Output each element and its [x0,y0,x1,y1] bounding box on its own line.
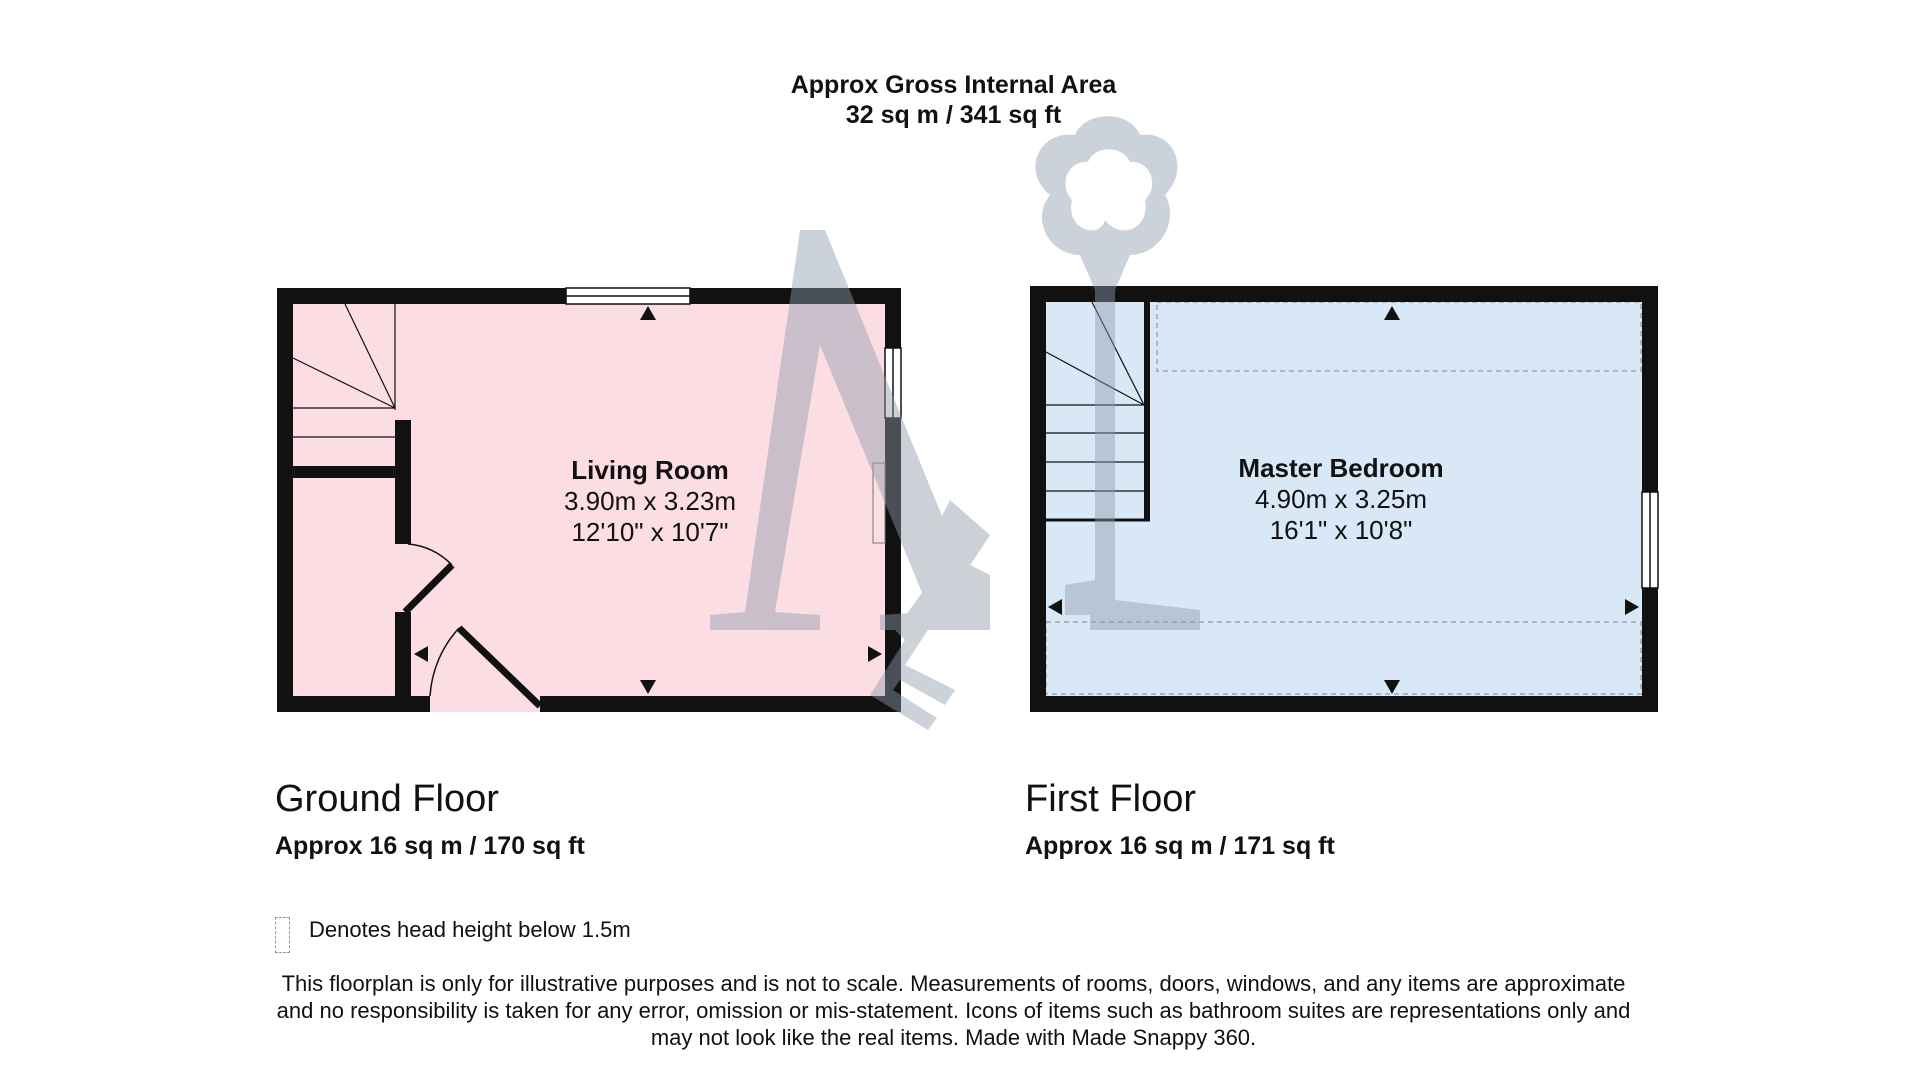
ground-floor-title: Ground Floor [275,778,499,820]
room-name: Living Room [571,455,729,485]
interior-wall-lower [395,612,411,712]
wall-left [277,288,293,712]
wall-bottom-right [540,696,901,712]
disclaimer-line: This floorplan is only for illustrative purposes and is not to scale. Measurements of rooms, doors, windows, and any items are approximate [281,971,1626,996]
wall-left [1030,286,1046,712]
disclaimer-line: and no responsibility is taken for any error, omission or mis-statement. Icons of items such as bathroom suites are representations only and [276,998,1631,1023]
disclaimer-line: may not look like the real items. Made with Made Snappy 360. [650,1025,1257,1050]
room-imperial: 12'10" x 10'7" [571,517,729,547]
room-imperial: 16'1" x 10'8" [1269,515,1413,545]
gross-area-value: 32 sq m / 341 sq ft [845,101,1062,129]
interior-wall-landing [293,466,405,478]
room-name: Master Bedroom [1238,453,1444,483]
wall-top [1030,286,1658,302]
disclaimer [200,970,1707,1051]
room-metric: 3.90m x 3.23m [564,486,736,516]
legend-text: Denotes head height below 1.5m [309,917,631,942]
first-floor-title: First Floor [1025,778,1196,820]
wall-bottom [1030,696,1658,712]
first-floor-area: Approx 16 sq m / 171 sq ft [1025,832,1335,860]
interior-wall-upper [395,420,411,544]
ground-floor-area: Approx 16 sq m / 170 sq ft [275,832,585,860]
stair-wall [1144,302,1150,520]
room-metric: 4.90m x 3.25m [1255,484,1427,514]
gross-area-title: Approx Gross Internal Area [790,71,1117,99]
dashed-box-icon [275,917,290,953]
living-room-label [564,455,736,547]
